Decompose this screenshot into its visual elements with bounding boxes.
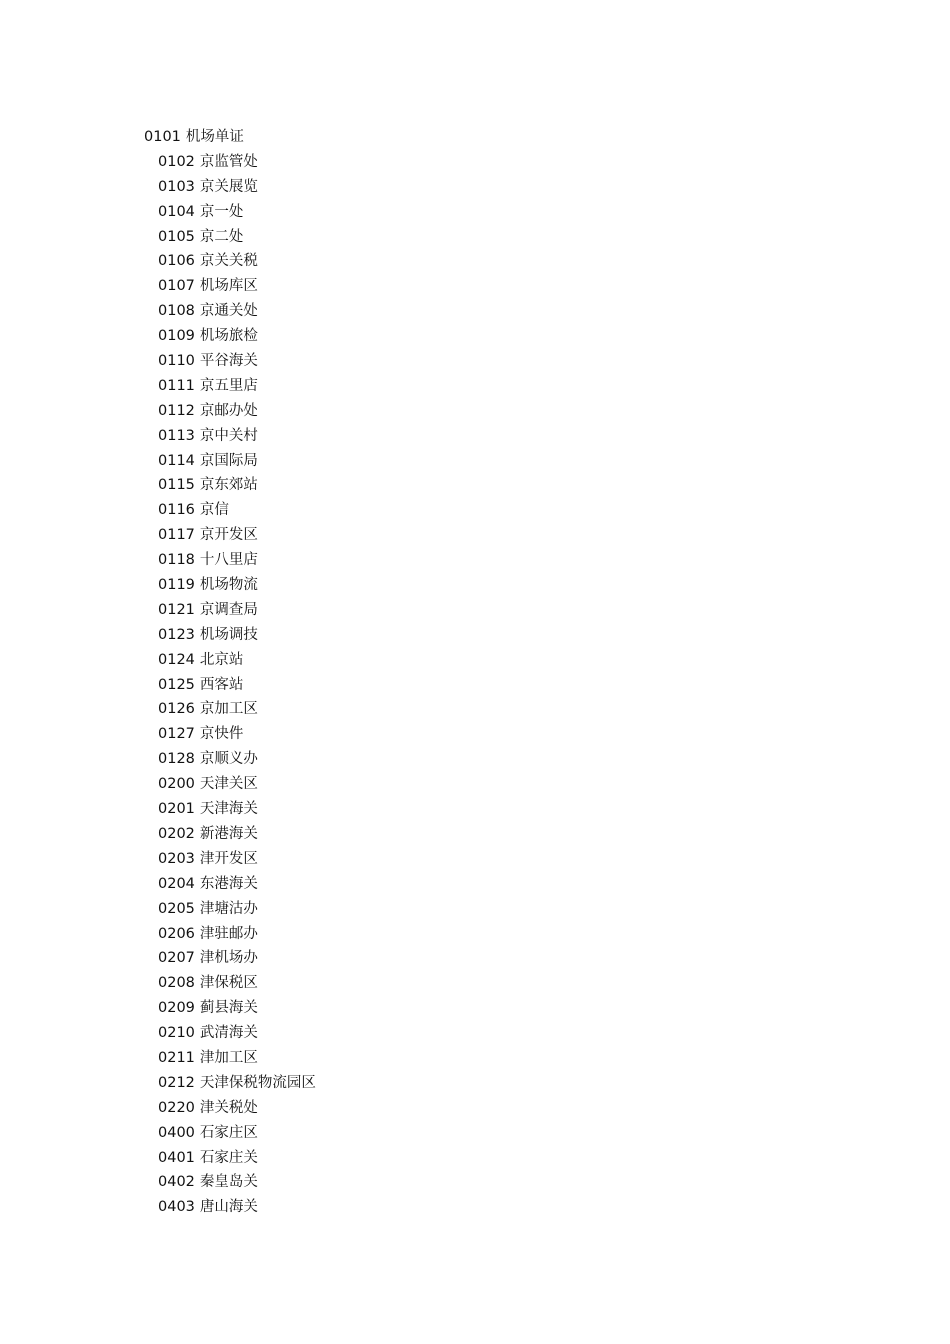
list-item — [144, 648, 316, 673]
customs-office-name: 京信 — [199, 502, 229, 519]
customs-office-name: 京东郊站 — [199, 477, 258, 494]
customs-office-name: 京中关村 — [199, 427, 258, 444]
list-item — [144, 374, 316, 399]
customs-office-name: 津关税处 — [199, 1099, 258, 1116]
list-item — [144, 548, 316, 573]
list-item — [144, 150, 316, 175]
list-item — [144, 349, 316, 374]
customs-code: 0104 — [158, 203, 195, 220]
list-item — [144, 897, 316, 922]
customs-code: 0204 — [158, 875, 195, 892]
customs-code: 0128 — [158, 751, 195, 768]
customs-code: 0208 — [158, 975, 195, 992]
customs-code: 0112 — [158, 402, 195, 419]
customs-office-name: 京五里店 — [199, 377, 258, 394]
customs-office-name: 津机场办 — [199, 950, 258, 967]
customs-code: 0107 — [158, 278, 195, 295]
list-item — [144, 996, 316, 1021]
list-item — [144, 847, 316, 872]
list-item — [144, 872, 316, 897]
list-item — [144, 175, 316, 200]
customs-office-name: 武清海关 — [199, 1025, 258, 1042]
customs-code: 0210 — [158, 1025, 195, 1042]
customs-office-name: 京调查局 — [199, 601, 258, 618]
list-item — [144, 822, 316, 847]
customs-code: 0125 — [158, 676, 195, 693]
list-item — [144, 598, 316, 623]
customs-office-name: 石家庄关 — [199, 1149, 258, 1166]
customs-office-name: 京一处 — [199, 203, 244, 220]
list-item — [144, 523, 316, 548]
list-item — [144, 1071, 316, 1096]
customs-office-name: 京顺义办 — [199, 751, 258, 768]
customs-code: 0111 — [158, 377, 195, 394]
customs-code: 0121 — [158, 601, 195, 618]
customs-office-name: 津驻邮办 — [199, 925, 258, 942]
list-item — [144, 299, 316, 324]
customs-code: 0403 — [158, 1199, 195, 1216]
list-item — [144, 697, 316, 722]
customs-code: 0205 — [158, 900, 195, 917]
customs-code: 0116 — [158, 502, 195, 519]
customs-office-name: 京加工区 — [199, 701, 258, 718]
list-item — [144, 249, 316, 274]
customs-office-name: 津塘沽办 — [199, 900, 258, 917]
customs-code: 0401 — [158, 1149, 195, 1166]
customs-code: 0108 — [158, 303, 195, 320]
customs-office-name: 津开发区 — [199, 850, 258, 867]
customs-office-name: 新港海关 — [199, 825, 258, 842]
customs-code: 0113 — [158, 427, 195, 444]
list-item — [144, 1021, 316, 1046]
customs-code: 0203 — [158, 850, 195, 867]
list-item — [144, 449, 316, 474]
list-item — [144, 1170, 316, 1195]
customs-code: 0220 — [158, 1099, 195, 1116]
customs-office-name: 唐山海关 — [199, 1199, 258, 1216]
customs-office-name: 机场旅检 — [199, 328, 258, 345]
customs-code: 0202 — [158, 825, 195, 842]
customs-code: 0117 — [158, 527, 195, 544]
list-item — [144, 772, 316, 797]
customs-office-name: 京快件 — [199, 726, 244, 743]
list-item — [144, 1046, 316, 1071]
customs-office-name: 津保税区 — [199, 975, 258, 992]
list-item — [144, 1146, 316, 1171]
customs-office-name: 东港海关 — [199, 875, 258, 892]
customs-code: 0118 — [158, 552, 195, 569]
list-item — [144, 623, 316, 648]
customs-office-name: 秦皇岛关 — [199, 1174, 258, 1191]
customs-office-name: 京邮办处 — [199, 402, 258, 419]
list-item — [144, 424, 316, 449]
list-item — [144, 747, 316, 772]
customs-code: 0114 — [158, 452, 195, 469]
list-item — [144, 1096, 316, 1121]
customs-office-name: 北京站 — [199, 651, 244, 668]
list-item — [144, 946, 316, 971]
customs-office-name: 机场物流 — [199, 577, 258, 594]
list-item — [144, 274, 316, 299]
customs-office-name: 京国际局 — [199, 452, 258, 469]
list-item — [144, 1121, 316, 1146]
customs-office-name: 西客站 — [199, 676, 244, 693]
customs-office-name: 京关展览 — [199, 178, 258, 195]
customs-office-name: 天津关区 — [199, 776, 258, 793]
customs-code: 0400 — [158, 1124, 195, 1141]
customs-office-name: 京二处 — [199, 228, 244, 245]
customs-code: 0101 — [144, 129, 181, 145]
customs-code: 0127 — [158, 726, 195, 743]
customs-office-name: 平谷海关 — [199, 353, 258, 370]
customs-office-name: 京开发区 — [199, 527, 258, 544]
customs-code: 0124 — [158, 651, 195, 668]
customs-code: 0200 — [158, 776, 195, 793]
customs-code: 0402 — [158, 1174, 195, 1191]
customs-code: 0115 — [158, 477, 195, 494]
customs-code: 0123 — [158, 626, 195, 643]
customs-office-name: 机场库区 — [199, 278, 258, 295]
list-item — [144, 1195, 316, 1220]
list-item — [144, 498, 316, 523]
list-item — [144, 324, 316, 349]
customs-office-name: 京监管处 — [199, 153, 258, 170]
list-item — [144, 797, 316, 822]
customs-office-name: 十八里店 — [199, 552, 258, 569]
customs-code: 0209 — [158, 1000, 195, 1017]
customs-code: 0207 — [158, 950, 195, 967]
customs-code: 0119 — [158, 577, 195, 594]
customs-office-name: 机场单证 — [185, 129, 244, 145]
customs-office-name: 京通关处 — [199, 303, 258, 320]
customs-code-list — [144, 125, 316, 1220]
customs-code: 0212 — [158, 1074, 195, 1091]
customs-code: 0211 — [158, 1049, 195, 1066]
list-item — [144, 473, 316, 498]
customs-code: 0103 — [158, 178, 195, 195]
customs-office-name: 天津保税物流园区 — [199, 1074, 316, 1091]
customs-office-name: 机场调技 — [199, 626, 258, 643]
list-item — [144, 971, 316, 996]
list-item — [144, 673, 316, 698]
list-item — [144, 225, 316, 250]
customs-code: 0110 — [158, 353, 195, 370]
list-item — [144, 922, 316, 947]
customs-office-name: 京关关税 — [199, 253, 258, 270]
list-item — [144, 399, 316, 424]
customs-office-name: 津加工区 — [199, 1049, 258, 1066]
customs-office-name: 石家庄区 — [199, 1124, 258, 1141]
customs-code: 0106 — [158, 253, 195, 270]
list-item — [144, 200, 316, 225]
customs-code: 0109 — [158, 328, 195, 345]
customs-code: 0201 — [158, 801, 195, 818]
list-item — [144, 722, 316, 747]
customs-office-name: 天津海关 — [199, 801, 258, 818]
customs-code: 0126 — [158, 701, 195, 718]
customs-code: 0206 — [158, 925, 195, 942]
customs-code: 0102 — [158, 153, 195, 170]
list-item — [144, 573, 316, 598]
customs-code: 0105 — [158, 228, 195, 245]
customs-office-name: 蓟县海关 — [199, 1000, 258, 1017]
list-item — [144, 125, 316, 150]
